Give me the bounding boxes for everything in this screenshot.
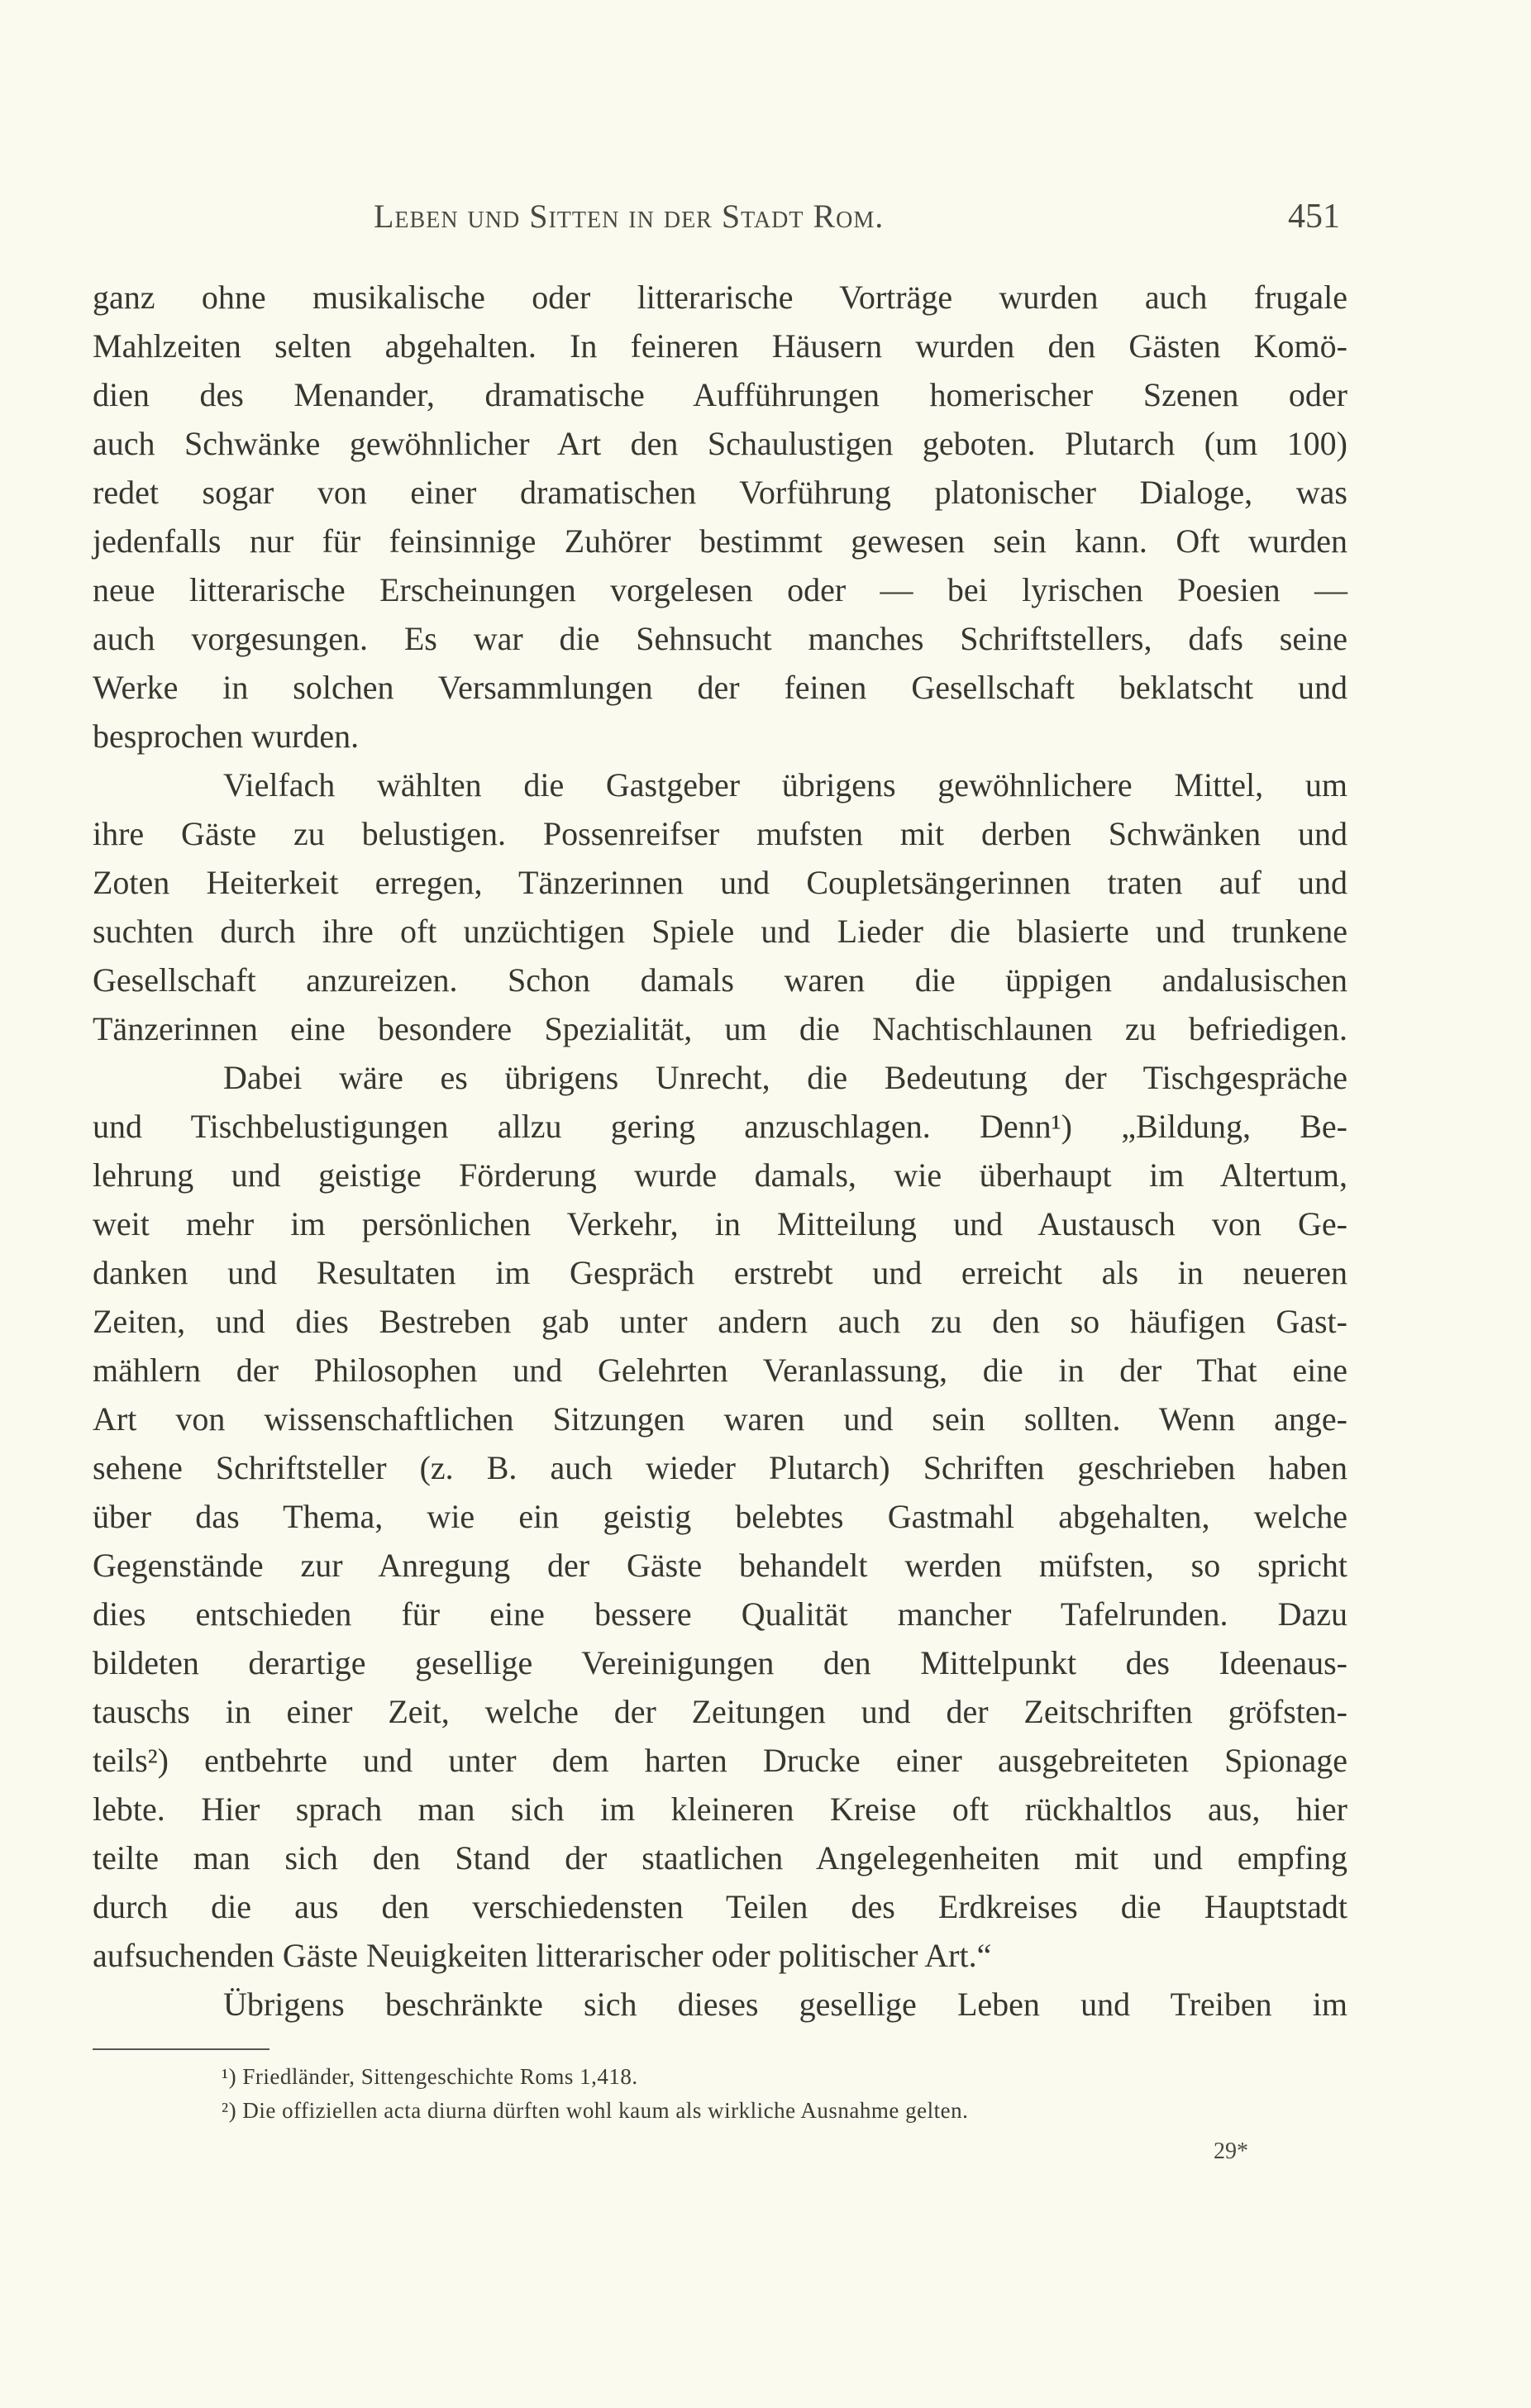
text-line: jedenfalls nur für feinsinnige Zuhörer bestimmt gewesen sein kann. Oft wurden [93,522,1347,560]
running-title: Leben und Sitten in der Stadt Rom. [374,198,885,235]
footnote-1: ¹) Friedländer, Sittengeschichte Roms 1,418. [222,2064,638,2089]
text-line: aufsuchenden Gäste Neuigkeiten litterarischer oder politischer Art.“ [93,1937,992,1974]
text-line: redet sogar von einer dramatischen Vorführung platonischer Dialoge, was [93,474,1347,511]
text-line: Tänzerinnen eine besondere Spezialität, um die Nachtischlaunen zu befriedigen. [93,1010,1347,1047]
text-line: suchten durch ihre oft unzüchtigen Spiele und Lieder die blasierte und trunkene [93,913,1347,950]
text-line: besprochen wurden. [93,718,360,755]
text-line: durch die aus den verschiedensten Teilen des Erdkreises die Hauptstadt [93,1888,1347,1925]
text-line: Mahlzeiten selten abgehalten. In feineren Häusern wurden den Gästen Komö- [93,327,1347,365]
text-line: Werke in solchen Versammlungen der feinen Gesellschaft beklatscht und [93,669,1347,706]
text-line: Art von wissenschaftlichen Sitzungen waren und sein sollten. Wenn ange- [93,1400,1347,1438]
text-line: und Tischbelustigungen allzu gering anzuschlagen. Denn¹) „Bildung, Be- [93,1108,1347,1145]
text-line: auch Schwänke gewöhnlicher Art den Schaulustigen geboten. Plutarch (um 100) [93,425,1347,462]
footnote-2: ²) Die offiziellen acta diurna dürften wohl kaum als wirkliche Ausnahme gelten. [222,2098,969,2123]
text-line: ihre Gäste zu belustigen. Possenreifser mufsten mit derben Schwänken und [93,815,1347,852]
text-line: Gesellschaft anzureizen. Schon damals waren die üppigen andalusischen [93,961,1347,999]
text-line: Übrigens beschränkte sich dieses gesellige Leben und Treiben im [223,1986,1347,2023]
text-line: teilte man sich den Stand der staatlichen Angelegenheiten mit und empfing [93,1839,1347,1876]
text-line: dies entschieden für eine bessere Qualität mancher Tafelrunden. Dazu [93,1595,1347,1633]
text-line: mählern der Philosophen und Gelehrten Veranlassung, die in der That eine [93,1352,1347,1389]
text-line: neue litterarische Erscheinungen vorgelesen oder — bei lyrischen Poesien — [93,571,1347,608]
text-line: bildeten derartige gesellige Vereinigungen den Mittelpunkt des Ideenaus- [93,1644,1347,1681]
text-line: Dabei wäre es übrigens Unrecht, die Bedeutung der Tischgespräche [223,1059,1347,1096]
text-line: Vielfach wählten die Gastgeber übrigens gewöhnlichere Mittel, um [223,766,1347,803]
signature-mark: 29* [1214,2139,1248,2164]
text-line: sehene Schriftsteller (z. B. auch wieder Plutarch) Schriften geschrieben haben [93,1449,1347,1486]
footnote-rule [93,2048,269,2050]
text-line: Zoten Heiterkeit erregen, Tänzerinnen und Coupletsängerinnen traten auf und [93,864,1347,901]
text-line: Gegenstände zur Anregung der Gäste behandelt werden müfsten, so spricht [93,1547,1347,1584]
text-line: lehrung und geistige Förderung wurde damals, wie überhaupt im Altertum, [93,1156,1347,1194]
text-line: Zeiten, und dies Bestreben gab unter andern auch zu den so häufigen Gast- [93,1303,1347,1340]
text-line: dien des Menander, dramatische Aufführungen homerischer Szenen oder [93,376,1347,413]
text-line: danken und Resultaten im Gespräch erstrebt und erreicht als in neueren [93,1254,1347,1291]
text-line: lebte. Hier sprach man sich im kleineren Kreise oft rückhaltlos aus, hier [93,1791,1347,1828]
text-line: über das Thema, wie ein geistig belebtes Gastmahl abgehalten, welche [93,1498,1347,1535]
text-line: ganz ohne musikalische oder litterarische Vorträge wurden auch frugale [93,279,1347,316]
text-line: tauschs in einer Zeit, welche der Zeitungen und der Zeitschriften gröfsten- [93,1693,1347,1730]
text-line: teils²) entbehrte und unter dem harten Drucke einer ausgebreiteten Spionage [93,1742,1347,1779]
page-number: 451 [1288,198,1340,236]
text-line: auch vorgesungen. Es war die Sehnsucht manches Schriftstellers, dafs seine [93,620,1347,657]
text-line: weit mehr im persönlichen Verkehr, in Mitteilung und Austausch von Ge- [93,1205,1347,1242]
